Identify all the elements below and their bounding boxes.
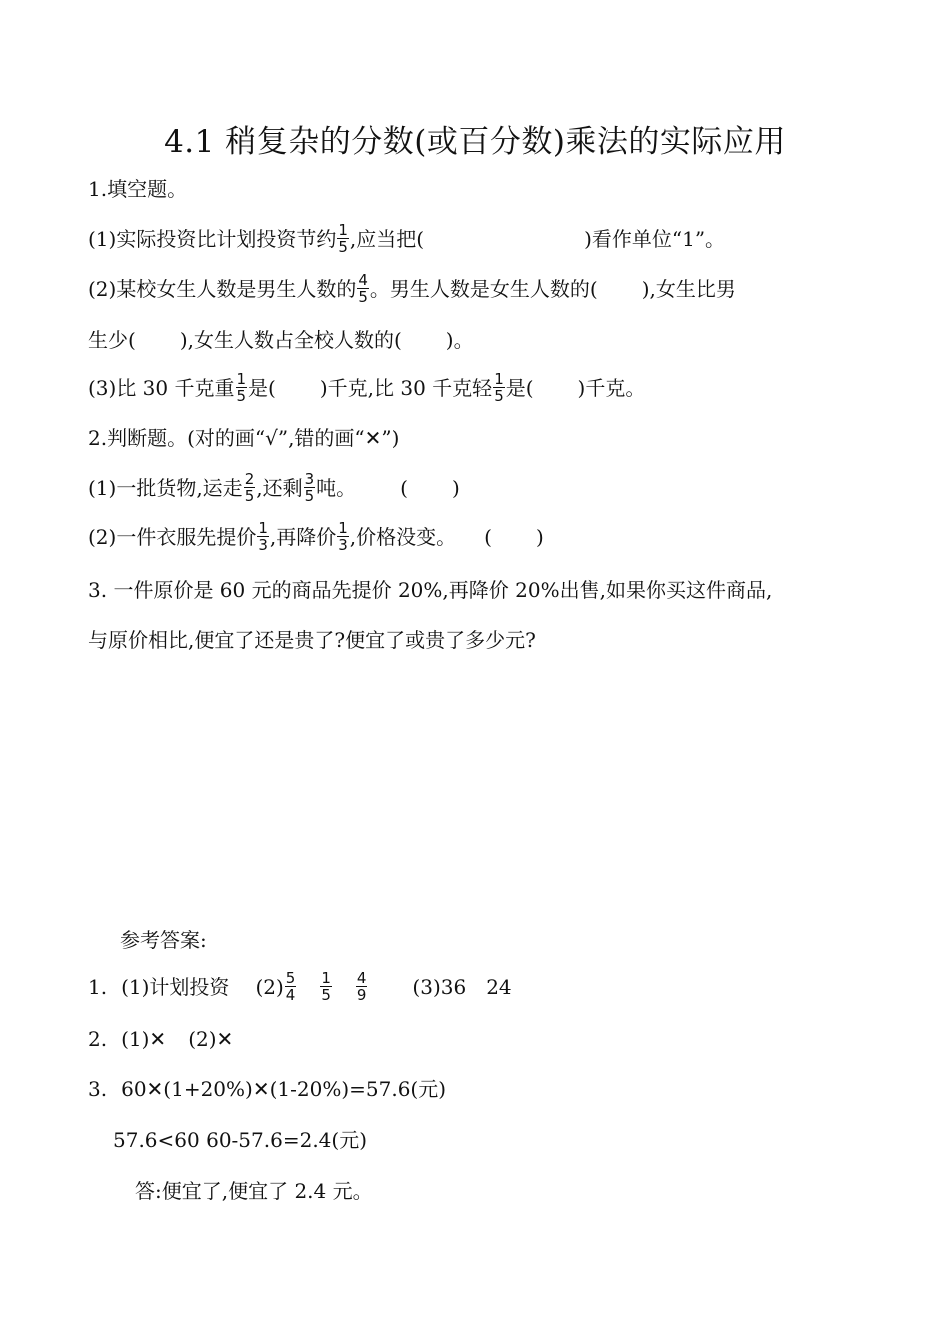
answer-1: 1. (1)计划投资 (2) $\frac{5}{4}$ $\frac{1}{5}$ $\frac{4}{9}$ (3)36 24 <box>88 969 512 1004</box>
answers-heading: 参考答案: <box>120 928 207 952</box>
answer-3-line3: 答:便宜了,便宜了 2.4 元。 <box>135 1179 373 1203</box>
q2-part2: (2)一件衣服先提价 $\frac{1}{3}$ ,再降价 $\frac{1}{3}$ ,价格没变。 ( ) <box>88 519 544 554</box>
q1-part3: (3)比 30 千克重 $\frac{1}{5}$ 是( )千克,比 30 千克轻 $\frac{1}{5}$ 是( )千克。 <box>88 370 646 405</box>
q1-part2: (2)某校女生人数是男生人数的 $\frac{4}{5}$ 。男生人数是女生人数的( ),女生比男 <box>88 271 736 306</box>
fraction: $\frac{1}{5}$ <box>494 370 504 405</box>
q2-part1: (1)一批货物,运走 $\frac{2}{5}$ ,还剩 $\frac{3}{5}$ 吨。 ( ) <box>88 470 460 505</box>
fraction: $\frac{3}{5}$ <box>304 470 315 505</box>
q1-part2-continued: 生少( ),女生人数占全校人数的( )。 <box>88 328 474 352</box>
q1-part1: (1)实际投资比计划投资节约 $\frac{1}{5}$ ,应当把( )看作单位“1”。 <box>88 221 726 256</box>
page-title: 4.1 稍复杂的分数(或百分数)乘法的实际应用 <box>164 124 786 160</box>
q3-line2: 与原价相比,便宜了还是贵了?便宜了或贵了多少元? <box>88 628 536 652</box>
fraction: $\frac{5}{4}$ <box>285 969 296 1004</box>
fraction: $\frac{4}{9}$ <box>356 969 367 1004</box>
q1-heading: 1.填空题。 <box>88 177 188 201</box>
fraction: $\frac{1}{3}$ <box>258 519 268 554</box>
fraction: $\frac{4}{5}$ <box>358 271 368 306</box>
q2-heading: 2.判断题。(对的画“√”,错的画“✕”) <box>88 426 400 450</box>
fraction: $\frac{1}{5}$ <box>236 370 247 405</box>
q3-line1: 3. 一件原价是 60 元的商品先提价 20%,再降价 20%出售,如果你买这件商品, <box>88 578 773 602</box>
answer-3-line2: 57.6<60 60-57.6=2.4(元) <box>113 1128 368 1152</box>
answer-3-line1: 3. 60✕(1+20%)✕(1-20%)=57.6(元) <box>88 1077 447 1101</box>
answer-2: 2. (1)✕ (2)✕ <box>88 1027 234 1051</box>
fraction: $\frac{1}{3}$ <box>338 519 348 554</box>
fraction: $\frac{1}{5}$ <box>338 221 348 256</box>
fraction: $\frac{2}{5}$ <box>244 470 255 505</box>
fraction: $\frac{1}{5}$ <box>321 969 331 1004</box>
